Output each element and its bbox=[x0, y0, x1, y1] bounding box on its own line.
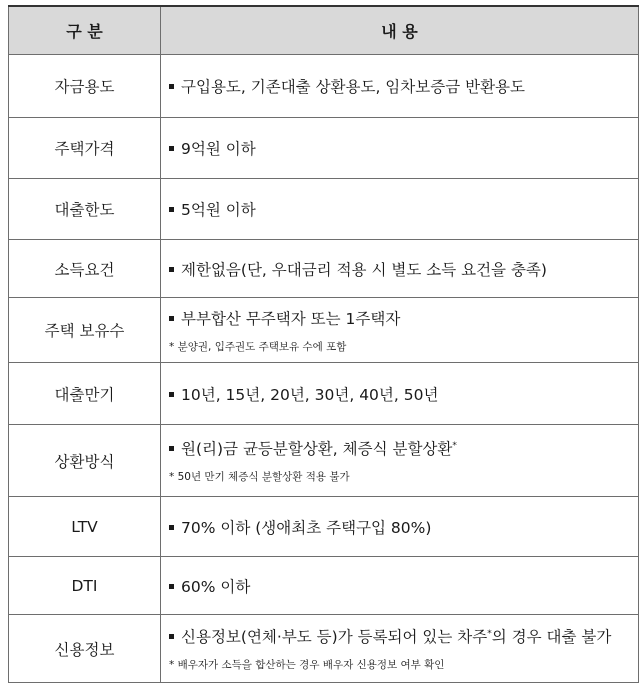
row-note: * 50년 만기 체증식 분할상환 적용 불가 bbox=[169, 471, 350, 483]
row-text-tail: 의 경우 대출 불가 bbox=[491, 628, 612, 646]
row-text: 5억원 이하 bbox=[181, 201, 256, 219]
row-label: 신용정보 bbox=[9, 615, 161, 683]
row-label: 대출한도 bbox=[9, 179, 161, 240]
row-text: 부부합산 무주택자 또는 1주택자 bbox=[181, 309, 401, 328]
table-row bbox=[9, 179, 639, 240]
row-text: 원(리)금 균등분할상환, 체증식 분할상환 bbox=[181, 440, 453, 458]
row-text: 구입용도, 기존대출 상환용도, 임차보증금 반환용도 bbox=[181, 78, 525, 96]
row-label: LTV bbox=[9, 497, 161, 557]
table-row bbox=[9, 55, 639, 118]
row-content bbox=[161, 55, 639, 118]
bullet-icon bbox=[169, 207, 174, 212]
row-label: 자금용도 bbox=[9, 55, 161, 118]
row-text: 10년, 15년, 20년, 30년, 40년, 50년 bbox=[181, 385, 439, 404]
bullet-icon bbox=[169, 267, 174, 272]
header-category: 구 분 bbox=[9, 6, 161, 55]
row-note: * 배우자가 소득을 합산하는 경우 배우자 신용정보 여부 확인 bbox=[169, 659, 445, 671]
table-row bbox=[9, 557, 639, 615]
header-content: 내 용 bbox=[161, 6, 639, 55]
row-content bbox=[161, 615, 639, 683]
bullet-icon bbox=[169, 84, 174, 89]
table-row bbox=[9, 298, 639, 363]
loan-info-table bbox=[8, 5, 639, 683]
row-text: 신용정보(연체·부도 등)가 등록되어 있는 차주 bbox=[181, 628, 488, 646]
table-row bbox=[9, 240, 639, 298]
row-label: 대출만기 bbox=[9, 363, 161, 425]
row-content bbox=[161, 363, 639, 425]
footnote-mark: * bbox=[487, 628, 492, 639]
bullet-icon bbox=[169, 525, 174, 530]
row-label: 주택 보유수 bbox=[9, 298, 161, 363]
bullet-icon bbox=[169, 446, 174, 451]
table-row bbox=[9, 425, 639, 497]
row-note: * 분양권, 입주권도 주택보유 수에 포함 bbox=[169, 340, 347, 353]
row-content bbox=[161, 557, 639, 615]
row-content bbox=[161, 425, 639, 497]
row-content bbox=[161, 118, 639, 179]
row-label: 소득요건 bbox=[9, 240, 161, 298]
row-content bbox=[161, 497, 639, 557]
row-content bbox=[161, 240, 639, 298]
table-row bbox=[9, 118, 639, 179]
bullet-icon bbox=[169, 316, 174, 321]
footnote-mark: * bbox=[452, 440, 457, 451]
row-label: 상환방식 bbox=[9, 425, 161, 497]
row-text: 9억원 이하 bbox=[181, 140, 256, 158]
row-content bbox=[161, 179, 639, 240]
row-text: 제한없음(단, 우대금리 적용 시 별도 소득 요건을 충족) bbox=[181, 260, 547, 279]
bullet-icon bbox=[169, 392, 174, 397]
row-label: DTI bbox=[9, 557, 161, 615]
table-row bbox=[9, 363, 639, 425]
bullet-icon bbox=[169, 146, 174, 151]
row-label: 주택가격 bbox=[9, 118, 161, 179]
bullet-icon bbox=[169, 584, 174, 589]
row-text: 70% 이하 (생애최초 주택구입 80%) bbox=[181, 518, 432, 537]
table-row bbox=[9, 497, 639, 557]
table-header-row bbox=[9, 6, 639, 55]
row-text: 60% 이하 bbox=[181, 577, 251, 596]
bullet-icon bbox=[169, 634, 174, 639]
row-content bbox=[161, 298, 639, 363]
table-row bbox=[9, 615, 639, 683]
